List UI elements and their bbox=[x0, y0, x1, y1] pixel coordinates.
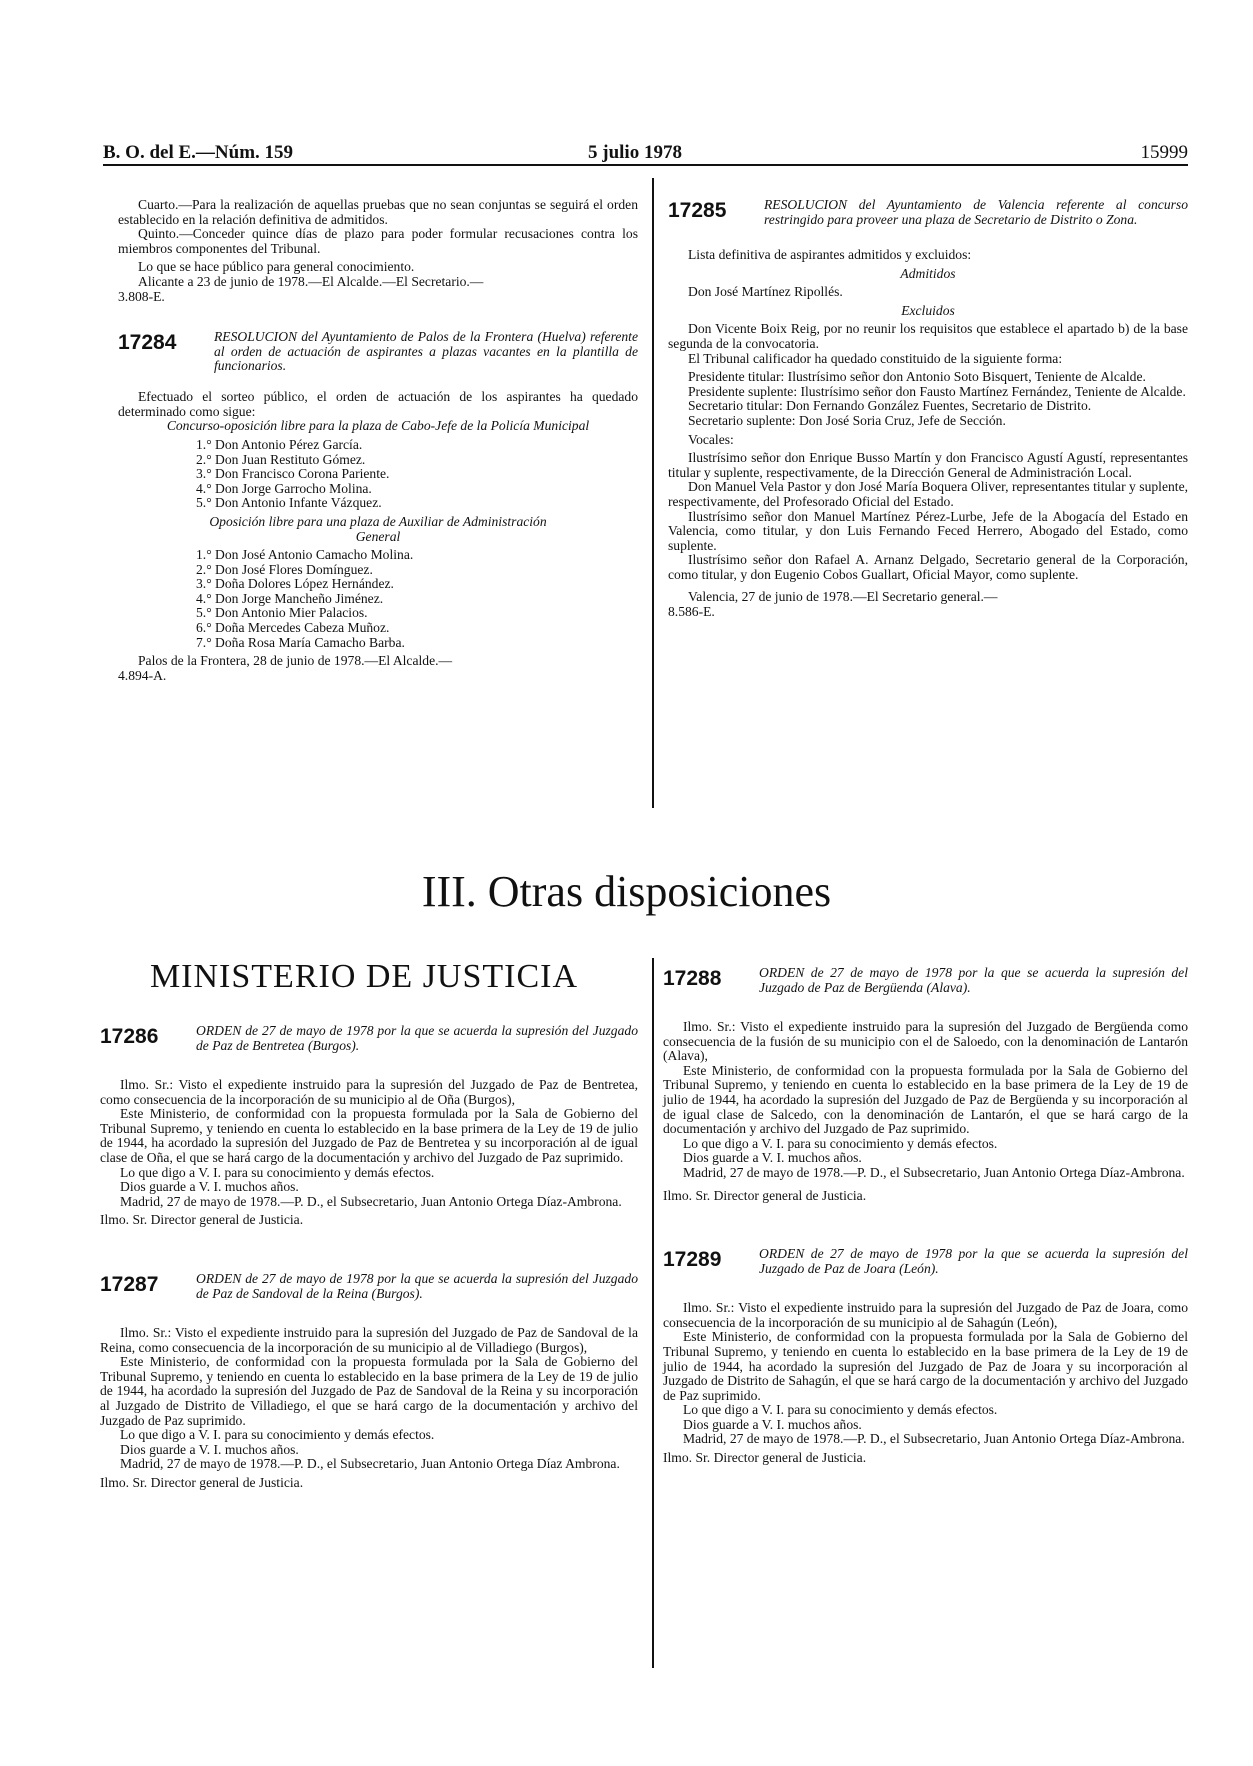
entry-17286 bbox=[100, 1024, 638, 1070]
paragraph: Lo que digo a V. I. para su conocimiento y demás efectos. bbox=[683, 1135, 998, 1151]
paragraph: Alicante a 23 de junio de 1978.—El Alcalde.—El Secretario.— bbox=[138, 273, 484, 289]
paragraph: Ilmo. Sr.: Visto el expediente instruido para la supresión del Juzgado de Paz de Joara, como consecuencia de la incorporación de su municipio al de Sahagún (León), bbox=[663, 1300, 1188, 1330]
list-item: 2.° Don Juan Restituto Gómez. bbox=[196, 451, 366, 467]
list-item: 2.° Don José Flores Domínguez. bbox=[196, 561, 373, 577]
reference: 8.586-E. bbox=[668, 604, 715, 620]
list-item: 7.° Doña Rosa María Camacho Barba. bbox=[196, 634, 405, 650]
paragraph: Ilustrísimo señor don Rafael A. Arnanz Delgado, Secretario general de la Corporación, como titular, y don Eugenio Cobos Guallart, Oficial Mayor, como suplente. bbox=[668, 552, 1188, 582]
paragraph: Dios guarde a V. I. muchos años. bbox=[683, 1416, 862, 1432]
gazette-date: 5 julio 1978 bbox=[588, 142, 682, 163]
paragraph: Ilustrísimo señor don Manuel Martínez Pérez-Lurbe, Jefe de la Abogacía del Estado en Valencia, como titular, y don Luis Fernando Feced Herrero, Abogado del Estado, como suplente. bbox=[668, 508, 1188, 553]
list-item: 5.° Don Antonio Infante Vázquez. bbox=[196, 495, 382, 511]
paragraph: Ilustrísimo señor don Enrique Busso Martín y don Francisco Agustí Agustí, representantes titular y suplente, respectivamente, de la Dirección General de Administración Local. bbox=[668, 450, 1188, 480]
right-column-bottom bbox=[663, 966, 1188, 1466]
paragraph: Lo que digo a V. I. para su conocimiento y demás efectos. bbox=[120, 1164, 435, 1180]
paragraph: Secretario suplente: Don José Soria Cruz, Jefe de Sección. bbox=[688, 412, 1006, 428]
paragraph: Secretario titular: Don Fernando González Fuentes, Secretario de Distrito. bbox=[688, 398, 1092, 414]
paragraph: Don Vicente Boix Reig, por no reunir los requisitos que establece el apartado b) de la base segunda de la convocatoria. bbox=[668, 321, 1188, 351]
list-item: 6.° Doña Mercedes Cabeza Muñoz. bbox=[196, 620, 390, 636]
list-item: 1.° Don José Antonio Camacho Molina. bbox=[196, 547, 414, 563]
subheading-admitidos: Admitidos bbox=[900, 265, 956, 281]
list-item: 3.° Doña Dolores López Hernández. bbox=[196, 576, 394, 592]
ministry-heading: MINISTERIO DE JUSTICIA bbox=[149, 958, 579, 995]
paragraph: Dios guarde a V. I. muchos años. bbox=[120, 1441, 299, 1457]
paragraph: Lista definitiva de aspirantes admitidos y excluidos: bbox=[688, 247, 972, 262]
paragraph: Don Manuel Vela Pastor y don José María Boquera Oliver, representantes titular y suplente, respectivamente, del Profesorado Oficial del Estado. bbox=[668, 479, 1188, 509]
page-header bbox=[103, 142, 1188, 166]
left-column-bottom bbox=[100, 1024, 638, 1490]
paragraph: Lo que digo a V. I. para su conocimiento y demás efectos. bbox=[683, 1402, 998, 1418]
entry-number: 17284 bbox=[118, 331, 177, 355]
addressee: Ilmo. Sr. Director general de Justicia. bbox=[100, 1212, 304, 1228]
paragraph: Madrid, 27 de mayo de 1978.—P. D., el Subsecretario, Juan Antonio Ortega Díaz-Ambrona. bbox=[683, 1431, 1185, 1447]
addressee: Ilmo. Sr. Director general de Justicia. bbox=[663, 1450, 867, 1466]
paragraph: Ilmo. Sr.: Visto el expediente instruido para la supresión del Juzgado de Bergüenda como consecuencia de la fusión de su municipio con el de Saloedo, con la denominación de Lantarón (Alava), bbox=[663, 1019, 1188, 1064]
closing: Palos de la Frontera, 28 de junio de 1978.—El Alcalde.— bbox=[138, 653, 453, 669]
paragraph: Madrid, 27 de mayo de 1978.—P. D., el Subsecretario, Juan Antonio Ortega Díaz-Ambrona. bbox=[683, 1164, 1185, 1180]
entry-number: 17289 bbox=[663, 1248, 722, 1272]
entry-title: ORDEN de 27 de mayo de 1978 por la que se acuerda la supresión del Juzgado de Paz de Bentretea (Burgos). bbox=[196, 1023, 638, 1053]
paragraph: Vocales: bbox=[688, 431, 734, 447]
paragraph: Dios guarde a V. I. muchos años. bbox=[120, 1179, 299, 1195]
paragraph: Presidente suplente: Ilustrísimo señor don Fausto Martínez Fernández, Teniente de Alcalde. bbox=[688, 383, 1186, 399]
subheading: Oposición libre para una plaza de Auxiliar de Administración General bbox=[209, 513, 547, 544]
entry-17284 bbox=[118, 330, 638, 376]
paragraph: Este Ministerio, de conformidad con la propuesta formulada por la Sala de Gobierno del Tribunal Supremo, y teniendo en cuenta lo establecido en la base primera de la Ley de 19 de julio de 1944, ha acordado la supresión del Juzgado de Paz de Bergüenda y su incorporación al de igual clase de Salcedo, con la denominación de Lantarón, el que se hará cargo de la documentación y archivo del Juzgado de Paz suprimido. bbox=[663, 1062, 1188, 1137]
reference: 3.808-E. bbox=[118, 288, 165, 304]
list-item: 4.° Don Jorge Mancheño Jiménez. bbox=[196, 590, 384, 606]
entry-title: RESOLUCION del Ayuntamiento de Valencia referente al concurso restringido para proveer una plaza de Secretario de Distrito o Zona. bbox=[764, 197, 1188, 227]
closing: Valencia, 27 de junio de 1978.—El Secretario general.— bbox=[688, 589, 998, 605]
paragraph: Dios guarde a V. I. muchos años. bbox=[683, 1150, 862, 1166]
addressee: Ilmo. Sr. Director general de Justicia. bbox=[100, 1474, 304, 1490]
entry-title: ORDEN de 27 de mayo de 1978 por la que se acuerda la supresión del Juzgado de Paz de Bergüenda (Alava). bbox=[759, 965, 1188, 995]
paragraph: Este Ministerio, de conformidad con la propuesta formulada por la Sala de Gobierno del Tribunal Supremo, y teniendo en cuenta lo establecido en la base primera de la Ley de 19 de julio de 1944, ha acordado la supresión del Juzgado de Paz de Bentretea y su incorporación al de igual clase de Oña, el que se hará cargo de la documentación y archivo del Juzgado de Paz suprimido. bbox=[100, 1106, 638, 1165]
paragraph: Don José Martínez Ripollés. bbox=[688, 284, 843, 300]
entry-17288 bbox=[663, 966, 1188, 1012]
paragraph: Ilmo. Sr.: Visto el expediente instruido para la supresión del Juzgado de Paz de Sandoval de la Reina, como consecuencia de la incorporación de su municipio al de Villadiego (Burgos), bbox=[100, 1324, 638, 1355]
list-item: 5.° Don Antonio Mier Palacios. bbox=[196, 605, 368, 621]
paragraph: Ilmo. Sr.: Visto el expediente instruido para la supresión del Juzgado de Paz de Bentretea, como consecuencia de la incorporación de su municipio al de Oña (Burgos), bbox=[100, 1077, 638, 1107]
entry-number: 17287 bbox=[100, 1272, 159, 1296]
right-column-top bbox=[668, 198, 1188, 620]
entry-number: 17288 bbox=[663, 967, 722, 990]
paragraph: Cuarto.—Para la realización de aquellas pruebas que no sean conjuntas se seguirá el orden establecido en la relación definitiva de admitidos. bbox=[118, 197, 638, 227]
list-item: 1.° Don Antonio Pérez García. bbox=[196, 436, 363, 452]
list-item: 4.° Don Jorge Garrocho Molina. bbox=[196, 480, 372, 496]
entry-17287 bbox=[100, 1272, 638, 1318]
candidate-list-1 bbox=[118, 438, 638, 511]
reference: 4.894-A. bbox=[118, 667, 167, 683]
entry-17285 bbox=[668, 198, 1188, 244]
paragraph: Madrid, 27 de mayo de 1978.—P. D., el Subsecretario, Juan Antonio Ortega Díaz Ambrona. bbox=[120, 1456, 620, 1472]
subheading-excluidos: Excluidos bbox=[901, 302, 955, 318]
list-item: 3.° Don Francisco Corona Pariente. bbox=[196, 466, 390, 482]
entry-17289 bbox=[663, 1247, 1188, 1293]
entry-title: RESOLUCION del Ayuntamiento de Palos de la Frontera (Huelva) referente al orden de actuación de aspirantes a plazas vacantes en la plantilla de funcionarios. bbox=[214, 329, 638, 374]
entry-number: 17285 bbox=[668, 199, 727, 222]
paragraph: Este Ministerio, de conformidad con la propuesta formulada por la Sala de Gobierno del Tribunal Supremo, y teniendo en cuenta lo establecido en la base primera de la Ley de 19 de julio de 1944, ha acordado la supresión del Juzgado de Paz de Sandoval de la Reina y su incorporación al Juzgado de Distrito de Villadiego, el que se hará cargo de la documentación y archivo del Juzgado de Paz suprimido. bbox=[100, 1354, 638, 1428]
paragraph: Madrid, 27 de mayo de 1978.—P. D., el Subsecretario, Juan Antonio Ortega Díaz-Ambrona. bbox=[120, 1193, 622, 1209]
gazette-issue: B. O. del E.—Núm. 159 bbox=[103, 142, 294, 163]
paragraph: Presidente titular: Ilustrísimo señor don Antonio Soto Bisquert, Teniente de Alcalde. bbox=[688, 369, 1146, 385]
section-title: III. Otras disposiciones bbox=[421, 867, 832, 916]
paragraph: El Tribunal calificador ha quedado constituido de la siguiente forma: bbox=[688, 350, 1063, 366]
paragraph: Efectuado el sorteo público, el orden de actuación de los aspirantes ha quedado determinado como sigue: bbox=[118, 389, 638, 419]
paragraph: Lo que se hace público para general conocimiento. bbox=[138, 259, 415, 275]
candidate-list-2 bbox=[118, 548, 638, 650]
page-number: 15999 bbox=[1140, 142, 1188, 163]
column-divider-top bbox=[652, 178, 654, 808]
column-divider-bottom bbox=[652, 958, 654, 1668]
paragraph: Quinto.—Conceder quince días de plazo para poder formular recusaciones contra los miembros componentes del Tribunal. bbox=[118, 226, 638, 256]
paragraph: Lo que digo a V. I. para su conocimiento y demás efectos. bbox=[120, 1427, 435, 1443]
entry-number: 17286 bbox=[100, 1025, 159, 1048]
subheading: Concurso-oposición libre para la plaza de Cabo-Jefe de la Policía Municipal bbox=[166, 418, 590, 434]
left-column-top bbox=[118, 198, 638, 683]
entry-title: ORDEN de 27 de mayo de 1978 por la que se acuerda la supresión del Juzgado de Paz de Sandoval de la Reina (Burgos). bbox=[196, 1270, 638, 1301]
addressee: Ilmo. Sr. Director general de Justicia. bbox=[663, 1187, 867, 1203]
paragraph: Este Ministerio, de conformidad con la propuesta formulada por la Sala de Gobierno del Tribunal Supremo, y teniendo en cuenta lo establecido en la base primera de la Ley de 19 de julio de 1944, ha acordado la supresión del Juzgado de Paz de Joara y su incorporación al Juzgado de Distrito de Sahagún, el que se hará cargo de la documentación y archivo del Juzgado de Paz suprimido. bbox=[663, 1329, 1188, 1403]
entry-title: ORDEN de 27 de mayo de 1978 por la que se acuerda la supresión del Juzgado de Paz de Joara (León). bbox=[759, 1246, 1188, 1276]
